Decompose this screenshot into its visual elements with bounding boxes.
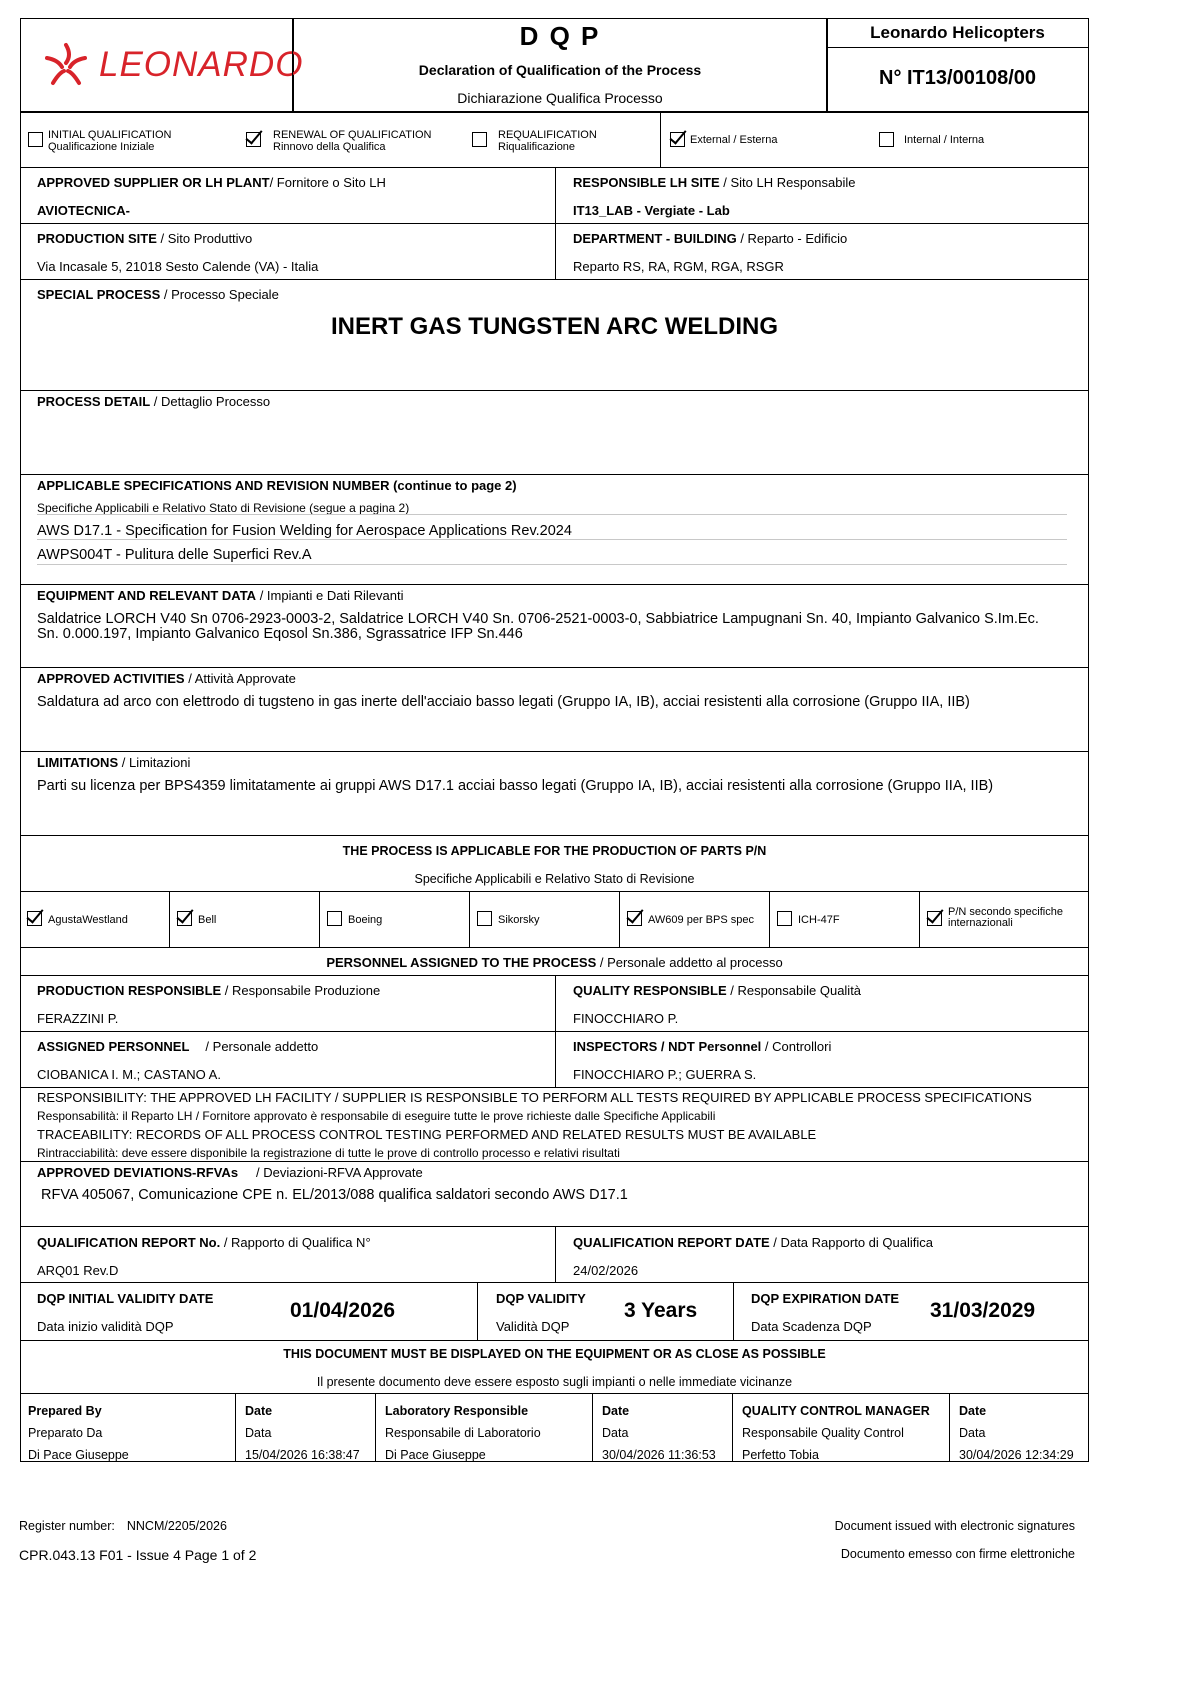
signature-quality-date: Date Data 30/04/2026 12:34:29: [959, 1404, 1074, 1462]
logo-text: LEONARDO: [99, 45, 304, 84]
lh-site-label: RESPONSIBLE LH SITE / Sito LH Responsabile: [573, 175, 856, 190]
specifications-label: APPLICABLE SPECIFICATIONS AND REVISION NUMBER (continue to page 2): [37, 478, 517, 493]
deviations-value: RFVA 405067, Comunicazione CPE n. EL/2013/088 qualifica saldatori secondo AWS D17.1: [41, 1187, 628, 1203]
production-site-value: Via Incasale 5, 21018 Sesto Calende (VA) - Italia: [37, 259, 319, 274]
specifications-label-it: Specifiche Applicabili e Relativo Stato di Revisione (segue a pagina 2): [37, 501, 410, 515]
doc-number: N° IT13/00108/00: [879, 67, 1036, 89]
doc-subtitle-it: Dichiarazione Qualifica Processo: [457, 90, 663, 106]
special-process-value: INERT GAS TUNGSTEN ARC WELDING: [330, 313, 779, 340]
limitations-label: LIMITATIONS / Limitazioni: [37, 755, 191, 770]
equipment-label: EQUIPMENT AND RELEVANT DATA / Impianti e Dati Rilevanti: [37, 588, 404, 603]
form-issue-page: CPR.043.13 F01 - Issue 4 Page 1 of 2: [19, 1547, 257, 1563]
title-box: [292, 18, 828, 112]
department-value: Reparto RS, RA, RGM, RGA, RSGR: [573, 259, 784, 274]
department-label: DEPARTMENT - BUILDING / Reparto - Edificio: [573, 231, 848, 246]
register-number: Register number: NNCM/2205/2026: [19, 1519, 227, 1533]
production-responsible-label: PRODUCTION RESPONSIBLE / Responsabile Produzione: [37, 983, 381, 998]
report-number-label: QUALIFICATION REPORT No. / Rapporto di Qualifica N°: [37, 1235, 371, 1250]
lh-site-value: IT13_LAB - Vergiate - Lab: [573, 203, 730, 218]
report-number-value: ARQ01 Rev.D: [37, 1263, 119, 1278]
assigned-personnel-value: CIOBANICA I. M.; CASTANO A.: [37, 1067, 221, 1082]
expiration-label-it: Data Scadenza DQP: [751, 1319, 872, 1334]
activities-label: APPROVED ACTIVITIES / Attività Approvate: [37, 671, 296, 686]
signature-lab-responsible: Laboratory Responsible Responsabile di Laboratorio Di Pace Giuseppe: [385, 1404, 541, 1462]
electronic-signature-it: Documento emesso con firme elettroniche: [840, 1547, 1075, 1561]
signature-lab-date: Date Data 30/04/2026 11:36:53: [602, 1404, 716, 1462]
deviations-label: APPROVED DEVIATIONS-RFVAs / Deviazioni-RFVA Approvate: [37, 1165, 423, 1180]
signature-prepared-date: Date Data 15/04/2026 16:38:47: [245, 1404, 360, 1462]
production-responsible-value: FERAZZINI P.: [37, 1011, 119, 1026]
inspectors-value: FINOCCHIARO P.; GUERRA S.: [573, 1067, 757, 1082]
initial-validity-label: DQP INITIAL VALIDITY DATE: [37, 1291, 214, 1306]
signature-prepared-by: Prepared By Preparato Da Di Pace Giuseppe: [28, 1404, 129, 1462]
doc-title: D Q P: [519, 21, 601, 51]
validity-label: DQP VALIDITY: [496, 1291, 586, 1306]
supplier-value: AVIOTECNICA-: [37, 203, 130, 218]
doc-subtitle-en: Declaration of Qualification of the Process: [418, 62, 702, 78]
applicability-title: THE PROCESS IS APPLICABLE FOR THE PRODUCTION OF PARTS P/N: [342, 844, 767, 858]
initial-validity-label-it: Data inizio validità DQP: [37, 1319, 174, 1334]
company-box: [826, 18, 1089, 112]
report-date-label: QUALIFICATION REPORT DATE / Data Rapporto di Qualifica: [573, 1235, 933, 1250]
activities-value: Saldatura ad arco con elettrodo di tugsteno in gas inerte dell'acciaio basso legati (Gruppo IA, IB), acciai resistenti alla corrosione (Gruppo IIA, IIB): [37, 694, 970, 710]
validity-label-it: Validità DQP: [496, 1319, 570, 1334]
traceability-en: TRACEABILITY: RECORDS OF ALL PROCESS CONTROL TESTING PERFORMED AND RELATED RESULTS MUST BE AVAILABLE: [37, 1127, 817, 1142]
electronic-signature-en: Document issued with electronic signatures: [834, 1519, 1075, 1533]
signature-quality-manager: QUALITY CONTROL MANAGER Responsabile Quality Control Perfetto Tobia: [742, 1404, 930, 1462]
special-process-label: SPECIAL PROCESS / Processo Speciale: [37, 287, 279, 302]
display-notice-en: THIS DOCUMENT MUST BE DISPLAYED ON THE EQUIPMENT OR AS CLOSE AS POSSIBLE: [283, 1347, 826, 1361]
assigned-personnel-label: ASSIGNED PERSONNEL / Personale addetto: [37, 1039, 319, 1054]
quality-responsible-value: FINOCCHIARO P.: [573, 1011, 679, 1026]
specification-item-2: AWPS004T - Pulitura delle Superfici Rev.A: [37, 547, 312, 563]
supplier-label: APPROVED SUPPLIER OR LH PLANT/ Fornitore o Sito LH: [37, 175, 386, 190]
equipment-line-1: Saldatrice LORCH V40 Sn 0706-2923-0003-2, Saldatrice LORCH V40 Sn. 0706-2521-0003-0, Sabbiatrice Lampugnani Sn. 40, Impianto Galvanico S.Im.Ec.: [37, 611, 1039, 627]
responsibility-en: RESPONSIBILITY: THE APPROVED LH FACILITY / SUPPLIER IS RESPONSIBLE TO PERFORM ALL TESTS REQUIRED BY APPLICABLE PROCESS SPECIFICATIONS: [37, 1090, 1032, 1105]
inspectors-label: INSPECTORS / NDT Personnel / Controllori: [573, 1039, 832, 1054]
logo-box: [20, 18, 304, 112]
specification-item-1: AWS D17.1 - Specification for Fusion Welding for Aerospace Applications Rev.2024: [37, 523, 572, 539]
production-site-label: PRODUCTION SITE / Sito Produttivo: [37, 231, 253, 246]
initial-validity-value: 01/04/2026: [290, 1299, 396, 1322]
company-name: Leonardo Helicopters: [870, 23, 1045, 42]
equipment-line-2: Sn. 0.000.197, Impianto Galvanico Eqosol Sn.386, Sgrassatrice IFP Sn.446: [37, 626, 523, 642]
applicability-subtitle: Specifiche Applicabili e Relativo Stato di Revisione: [414, 872, 695, 886]
leonardo-logo-icon: [41, 41, 91, 91]
traceability-it: Rintracciabilità: deve essere disponibile la registrazione di tutte le prove di controllo processo e relativi risultati: [37, 1146, 620, 1160]
validity-value: 3 Years: [624, 1299, 698, 1322]
quality-responsible-label: QUALITY RESPONSIBLE / Responsabile Qualità: [573, 983, 862, 998]
expiration-label: DQP EXPIRATION DATE: [751, 1291, 900, 1306]
display-notice-it: Il presente documento deve essere esposto sugli impianti o nelle immediate vicinanze: [316, 1375, 793, 1389]
personnel-title: PERSONNEL ASSIGNED TO THE PROCESS / Personale addetto al processo: [326, 955, 783, 970]
limitations-value: Parti su licenza per BPS4359 limitatamente ai gruppi AWS D17.1 acciai basso legati (Gruppo IA, IB), acciai resistenti alla corrosione (Gruppo IIA, IIB): [37, 778, 994, 794]
responsibility-it: Responsabilità: il Reparto LH / Fornitore approvato è responsabile di eseguire tutte le prove richieste dalle Specifiche Applicabili: [37, 1109, 716, 1123]
expiration-value: 31/03/2029: [930, 1299, 1036, 1322]
report-date-value: 24/02/2026: [573, 1263, 639, 1278]
process-detail-label: PROCESS DETAIL / Dettaglio Processo: [37, 394, 271, 409]
